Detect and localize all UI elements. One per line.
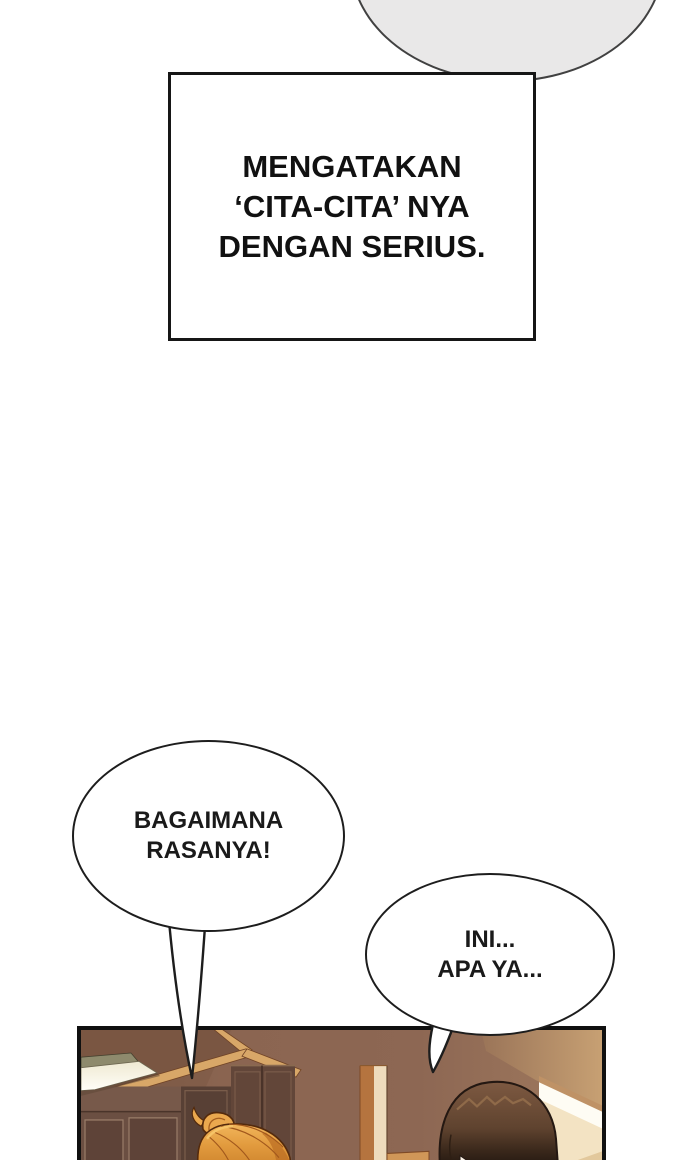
offscreen-speech-bubble (350, 0, 664, 82)
bubble-line: RASANYA! (146, 837, 271, 864)
narration-box (168, 72, 536, 341)
narration-text (219, 147, 486, 267)
speech-bubble-left (72, 740, 345, 932)
bubble-line: APA YA... (437, 955, 543, 983)
speech-tail-left (140, 908, 220, 1088)
bubble-line: INI... (464, 925, 516, 953)
narration-line: ‘CITA-CITA’ NYA (234, 188, 470, 224)
narration-line: DENGAN SERIUS. (218, 228, 486, 264)
speech-text-left (134, 806, 283, 866)
left-cabinets (81, 1086, 184, 1160)
speech-text-right (437, 925, 542, 985)
speech-bubble-right (365, 873, 615, 1036)
narration-line: MENGATAKAN (242, 148, 462, 184)
bubble-line: BAGAIMANA (133, 807, 284, 834)
